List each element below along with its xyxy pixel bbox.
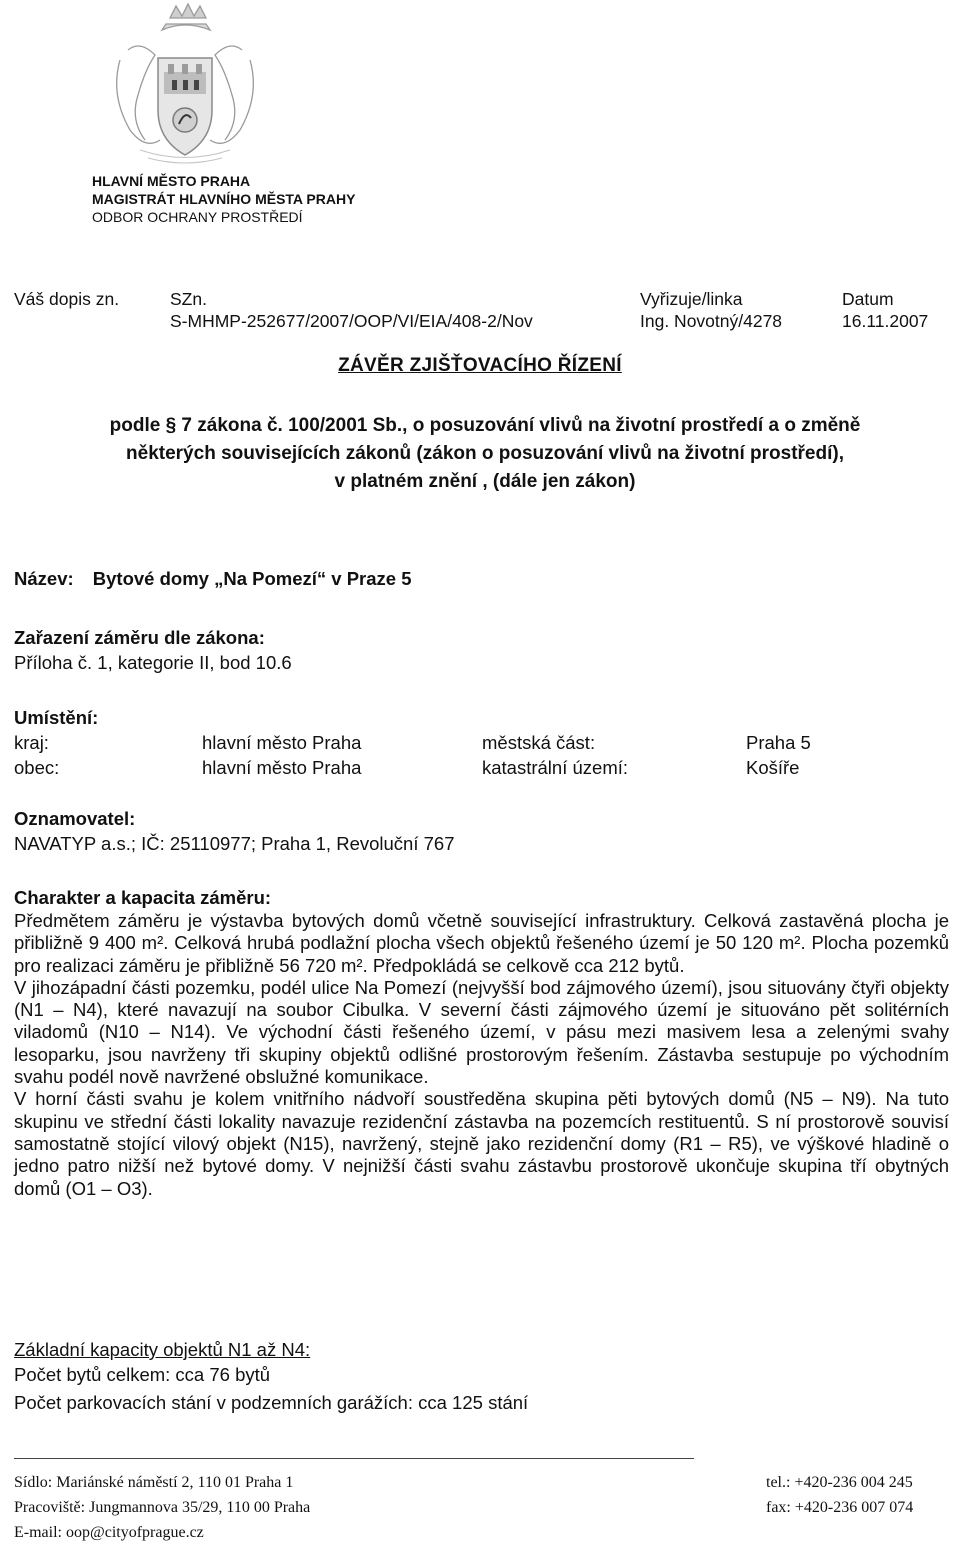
location-label: Umístění: [14,707,99,728]
handler-block [640,288,782,332]
project-name-label: Název: [14,568,74,589]
your-letter-label: Váš dopis zn. [14,289,120,309]
capacities [14,1337,949,1415]
project-name-value: Bytové domy „Na Pomezí“ v Praze 5 [92,568,412,589]
project-character [14,885,949,1200]
file-number-label: SZn. [170,289,207,309]
date-block [842,288,928,332]
municipality-value: hlavní město Praha [202,757,362,778]
cadastral-area-label: katastrální území: [482,757,629,778]
character-paragraph-3: V horní části svahu je kolem vnitřního nádvoří soustředěna skupina pěti bytových domů (N5 – N9). Na tuto skupinu ve střední části lokality navazuje rezidenční zástavba na pozemcích restituentů. S ní prostorově souvisí samostatně stojící vilový objekt (N15), navržený, stejně jako rezidenční domy (R1 – R5), ve výškové hladině o jedno patro nižší než bytové domy. V nejnižší části svahu zástavbu prostorově ukončuje skupina tří obytných domů (O1 – O3). [14,1088,949,1199]
legal-line-1: podle § 7 zákona č. 100/2001 Sb., o posuzování vlivů na životní prostředí a o změně [109,415,861,436]
location [14,705,949,785]
district-label: městská část: [482,732,596,753]
prague-coat-of-arms-logo [100,0,270,165]
character-paragraph-1: Předmětem záměru je výstavba bytových domů včetně související infrastruktury. Celková zastavěná plocha je přibližně 9 400 m². Celková hrubá podlažní plocha všech objektů řešeného území je 50 120 m². Plocha pozemků pro realizaci záměru je přibližně 56 720 m². Předpokládá se celkově cca 212 bytů. [14,910,949,976]
notifier-label: Oznamovatel: [14,808,136,829]
legal-basis [20,412,950,496]
district-value: Praha 5 [746,732,811,753]
project-name [14,566,949,591]
handler-label: Vyřizuje/linka [640,289,743,309]
character-paragraph-2: V jihozápadní části pozemku, podél ulice Na Pomezí (nejvyšší bod zájmového území), jsou situovány čtyři objekty (N1 – N4), které navazují na soubor Cibulka. V severní části zájmového území je situováno pět solitérních viladomů (N10 – N14). Ve východní části řešeného území, v pásu mezi masivem lesa a zelenými svahy lesoparku, jsou navrženy tři skupiny objektů odlišné prostorovým řešením. Zástavba sestupuje po východním svahu podél nově navržené obslužné komunikace. [14,976,949,1088]
character-text [14,910,949,1200]
file-number-block [170,288,533,332]
date-value: 16.11.2007 [842,311,929,331]
cadastral-area-value: Košíře [746,757,800,778]
footer-divider [14,1458,694,1459]
org-line-magistrate: MAGISTRÁT HLAVNÍHO MĚSTA PRAHY [92,191,356,207]
legal-line-2: některých souvisejících zákonů (zákon o posuzování vlivů na životní prostředí), [126,443,844,464]
capacities-parking: Počet parkovacích stání v podzemních garážích: cca 125 stání [14,1392,529,1413]
classification-value: Příloha č. 1, kategorie II, bod 10.6 [14,652,292,673]
classification [14,625,949,675]
footer-workplace: Pracoviště: Jungmannova 35/29, 110 00 Praha [14,1499,311,1516]
date-label: Datum [842,289,894,309]
org-line-department: ODBOR OCHRANY PROSTŘEDÍ [92,209,303,225]
footer-seat: Sídlo: Mariánské náměstí 2, 110 01 Praha 1 [14,1474,294,1491]
file-number-value: S-MHMP-252677/2007/OOP/VI/EIA/408-2/Nov [170,311,533,331]
issuing-authority [92,172,355,226]
footer-fax: fax: +420-236 007 074 [766,1499,914,1516]
classification-label: Zařazení záměru dle zákona: [14,627,265,648]
notifier [14,806,949,856]
region-label: kraj: [14,732,49,753]
footer-phone: tel.: +420-236 004 245 [766,1474,913,1491]
footer-email: E-mail: oop@cityofprague.cz [14,1524,204,1541]
capacities-flats: Počet bytů celkem: cca 76 bytů [14,1364,271,1385]
municipality-label: obec: [14,757,60,778]
legal-line-3: v platném znění , (dále jen zákon) [334,471,636,492]
footer-contacts [766,1470,913,1520]
org-line-city: HLAVNÍ MĚSTO PRAHA [92,173,251,189]
footer-address [14,1470,310,1545]
handler-value: Ing. Novotný/4278 [640,311,783,331]
document-title: ZÁVĚR ZJIŠŤOVACÍHO ŘÍZENÍ [338,355,622,376]
region-value: hlavní město Praha [202,732,362,753]
notifier-value: NAVATYP a.s.; IČ: 25110977; Praha 1, Revoluční 767 [14,833,455,854]
character-label: Charakter a kapacita záměru: [14,887,272,908]
capacities-heading: Základní kapacity objektů N1 až N4: [14,1339,311,1360]
